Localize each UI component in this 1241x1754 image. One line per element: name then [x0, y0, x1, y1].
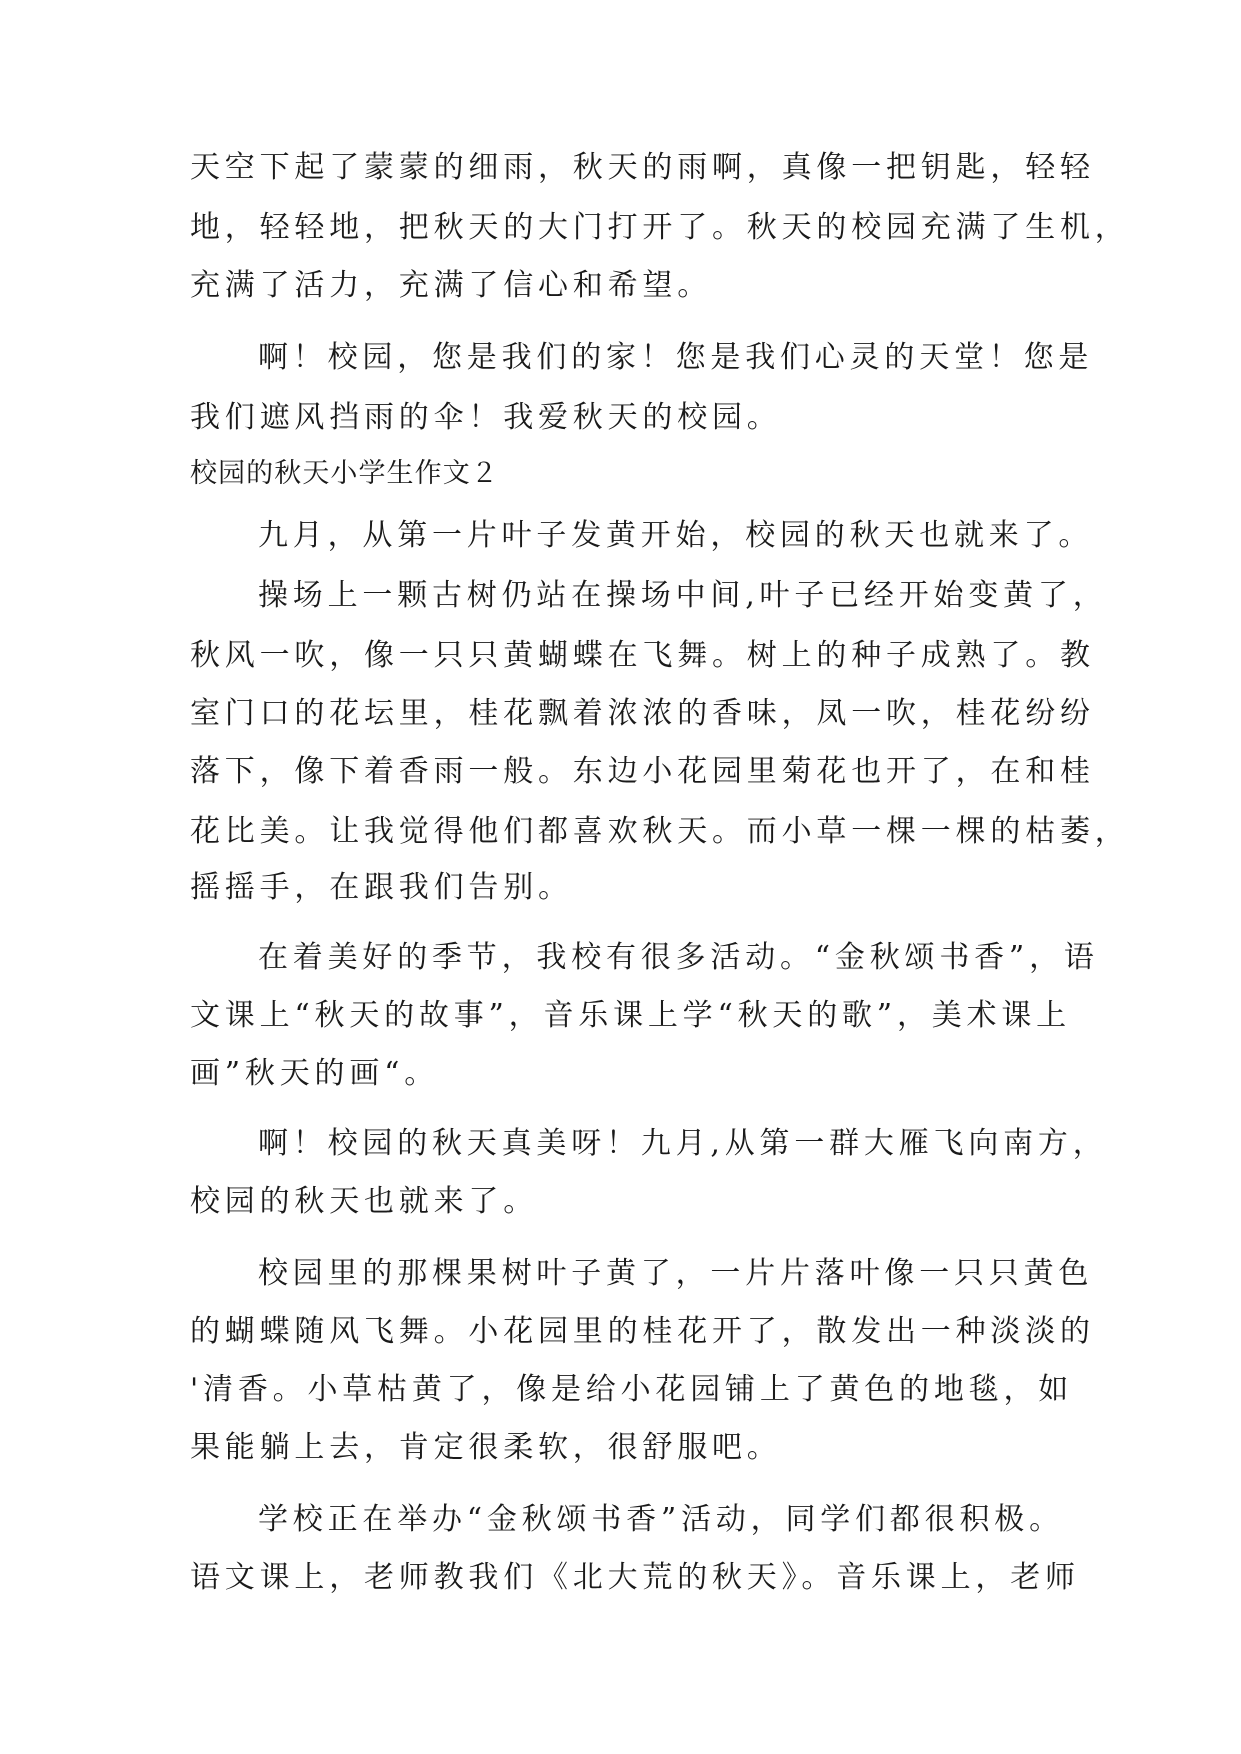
text-line: 的蝴蝶随风飞舞。小花园里的桂花开了，散发出一种淡淡的 [190, 1314, 1095, 1349]
text-line: 语文课上，老师教我们《北大荒的秋天》。音乐课上，老师 [190, 1560, 1080, 1595]
text-line: 九月，从第一片叶子发黄开始，校园的秋天也就来了。 [258, 518, 1094, 553]
text-line: 天空下起了蒙蒙的细雨，秋天的雨啊，真像一把钥匙，轻轻 [190, 150, 1095, 185]
section-heading: 校园的秋天小学生作文２ [190, 458, 499, 489]
text-line: 我们遮风挡雨的伞！我爱秋天的校园。 [190, 400, 782, 435]
text-line: 室门口的花坛里，桂花飘着浓浓的香味，凤一吹，桂花纷纷 [190, 696, 1095, 731]
text-line: 充满了活力，充满了信心和希望。 [190, 268, 712, 303]
text-line: 啊！校园，您是我们的家！您是我们心灵的天堂！您是 [258, 340, 1094, 375]
text-line: 校园的秋天也就来了。 [190, 1184, 538, 1219]
text-line: 学校正在举办“金秋颂书香”活动，同学们都很积极。 [258, 1502, 1064, 1537]
text-line: 在着美好的季节，我校有很多活动。“金秋颂书香”，语 [258, 940, 1099, 975]
text-line: 果能躺上去，肯定很柔软，很舒服吧。 [190, 1430, 782, 1465]
text-line: 落下，像下着香雨一般。东边小花园里菊花也开了，在和桂 [190, 754, 1095, 789]
text-line: 校园里的那棵果树叶子黄了，一片片落叶像一只只黄色 [258, 1256, 1094, 1291]
text-line: 花比美。让我觉得他们都喜欢秋天。而小草一棵一棵的枯萎， [190, 814, 1130, 849]
text-line: 秋风一吹，像一只只黄蝴蝶在飞舞。树上的种子成熟了。教 [190, 638, 1095, 673]
text-line: 操场上一颗古树仍站在操场中间,叶子已经开始变黄了， [258, 578, 1108, 613]
text-line: 文课上“秋天的故事”，音乐课上学“秋天的歌”，美术课上 [190, 998, 1071, 1033]
text-line: 地，轻轻地，把秋天的大门打开了。秋天的校园充满了生机， [190, 210, 1130, 245]
text-line: 啊！校园的秋天真美呀！九月,从第一群大雁飞向南方， [258, 1126, 1108, 1161]
text-line: 摇摇手，在跟我们告别。 [190, 870, 573, 905]
text-line: 画”秋天的画“。 [190, 1056, 440, 1091]
text-line: '清香。小草枯黄了，像是给小花园铺上了黄色的地毯，如 [190, 1372, 1074, 1407]
